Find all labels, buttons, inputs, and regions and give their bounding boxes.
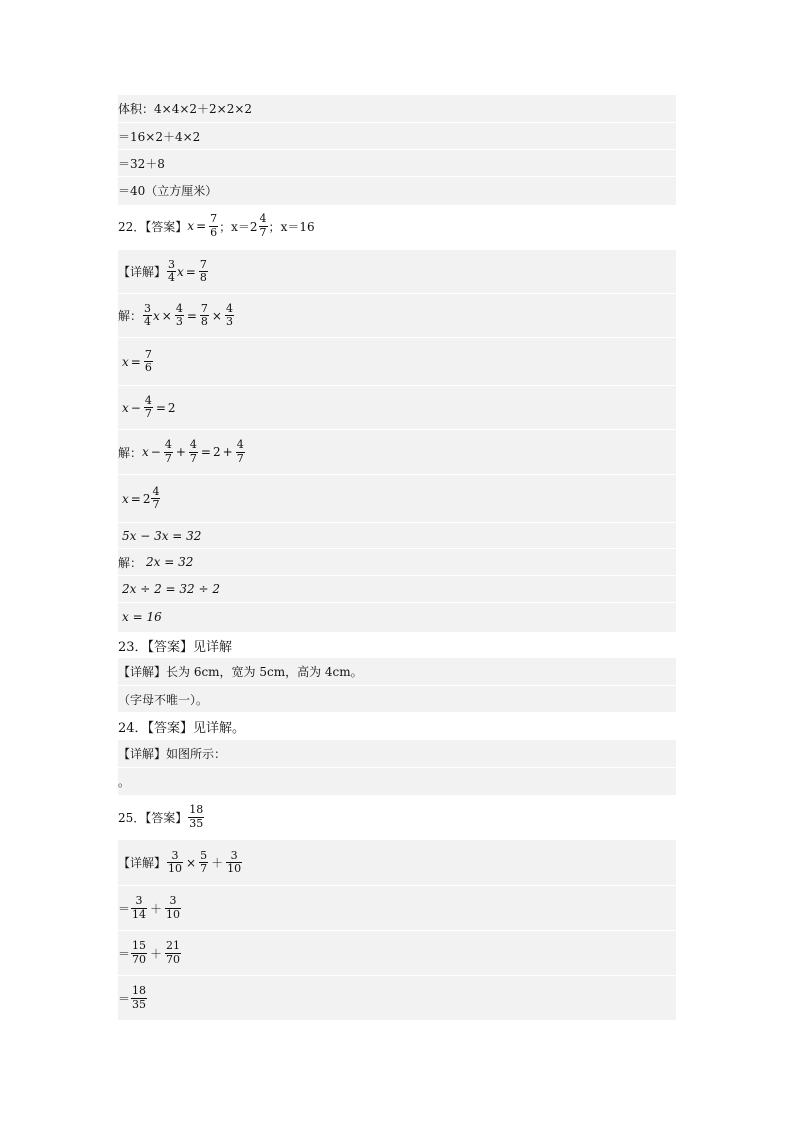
var-x: x	[187, 219, 195, 233]
volume-line-3: ＝32＋8	[118, 149, 676, 176]
q22-answer-label: 22．【答案】	[118, 219, 188, 234]
answer-x-16: x＝16	[280, 219, 315, 234]
q23-detail: 【详解】长为 6cm，宽为 5cm，高为 4cm。	[118, 665, 363, 679]
q22-answer	[118, 206, 676, 246]
q22-detail-line-1: 【详解】 $\frac{3}{4}$ x = $\frac{7}{8}$	[118, 257, 207, 284]
q22-detail-line-10: x = 16	[118, 602, 676, 631]
volume-line-4: ＝40（立方厘米）	[118, 176, 676, 204]
fraction-7-6: $\frac{7}{6}$	[210, 212, 218, 239]
q24-answer: 24．【答案】见详解。	[118, 721, 246, 736]
q25-detail-line-3: ＝ $\frac{15}{70}$ ＋ $\frac{21}{70}$	[118, 930, 676, 975]
q22-detail-line-7: 5x − 3x = 32	[118, 522, 676, 548]
q22-detail-line-2: 解： $\frac{3}{4}$ x × $\frac{4}{3}$ = $\frac{7}{8}$ × $\frac{4}{3}$	[118, 293, 676, 337]
q22-detail-line-3: x = $\frac{7}{6}$	[118, 337, 676, 385]
q25-detail-line-4: ＝ $\frac{18}{35}$	[118, 975, 676, 1020]
q22-detail-line-4: x − $\frac{4}{7}$ = 2	[118, 385, 676, 429]
q24-detail: 【详解】如图所示：	[118, 747, 227, 761]
volume-line-1: 体积：4×4×2＋2×2×2	[118, 102, 253, 116]
q25-answer: 25．【答案】 $\frac{18}{35}$	[118, 803, 204, 830]
q22-detail-line-8: 解： 2x = 32	[118, 548, 676, 575]
q22-detail-line-9: 2x ÷ 2 = 32 ÷ 2	[118, 575, 676, 602]
q25-detail-line-1: 【详解】 $\frac{3}{10}$ × $\frac{5}{7}$ ＋ $\frac{3}{10}$	[118, 848, 242, 875]
equals: =	[196, 219, 207, 233]
q22-detail-line-5: 解： x − $\frac{4}{7}$ + $\frac{4}{7}$ = 2 + $\frac{4}{7}$	[118, 429, 676, 474]
fraction-18-35: $\frac{18}{35}$	[189, 803, 204, 830]
q22-detail-line-6: x = 2 $\frac{4}{7}$	[118, 474, 676, 522]
mixed-number-2-4-7: x＝2 $\frac{4}{7}$	[231, 212, 267, 239]
separator: ；	[268, 219, 281, 234]
q23-answer: 23．【答案】见详解	[118, 639, 233, 655]
q24-dot: 。	[118, 767, 676, 794]
separator: ；	[219, 219, 232, 234]
q23-note: （字母不唯一）。	[118, 685, 676, 712]
q25-detail-line-2: ＝ $\frac{3}{14}$ ＋ $\frac{3}{10}$	[118, 885, 676, 930]
volume-line-2: ＝16×2＋4×2	[118, 122, 676, 149]
